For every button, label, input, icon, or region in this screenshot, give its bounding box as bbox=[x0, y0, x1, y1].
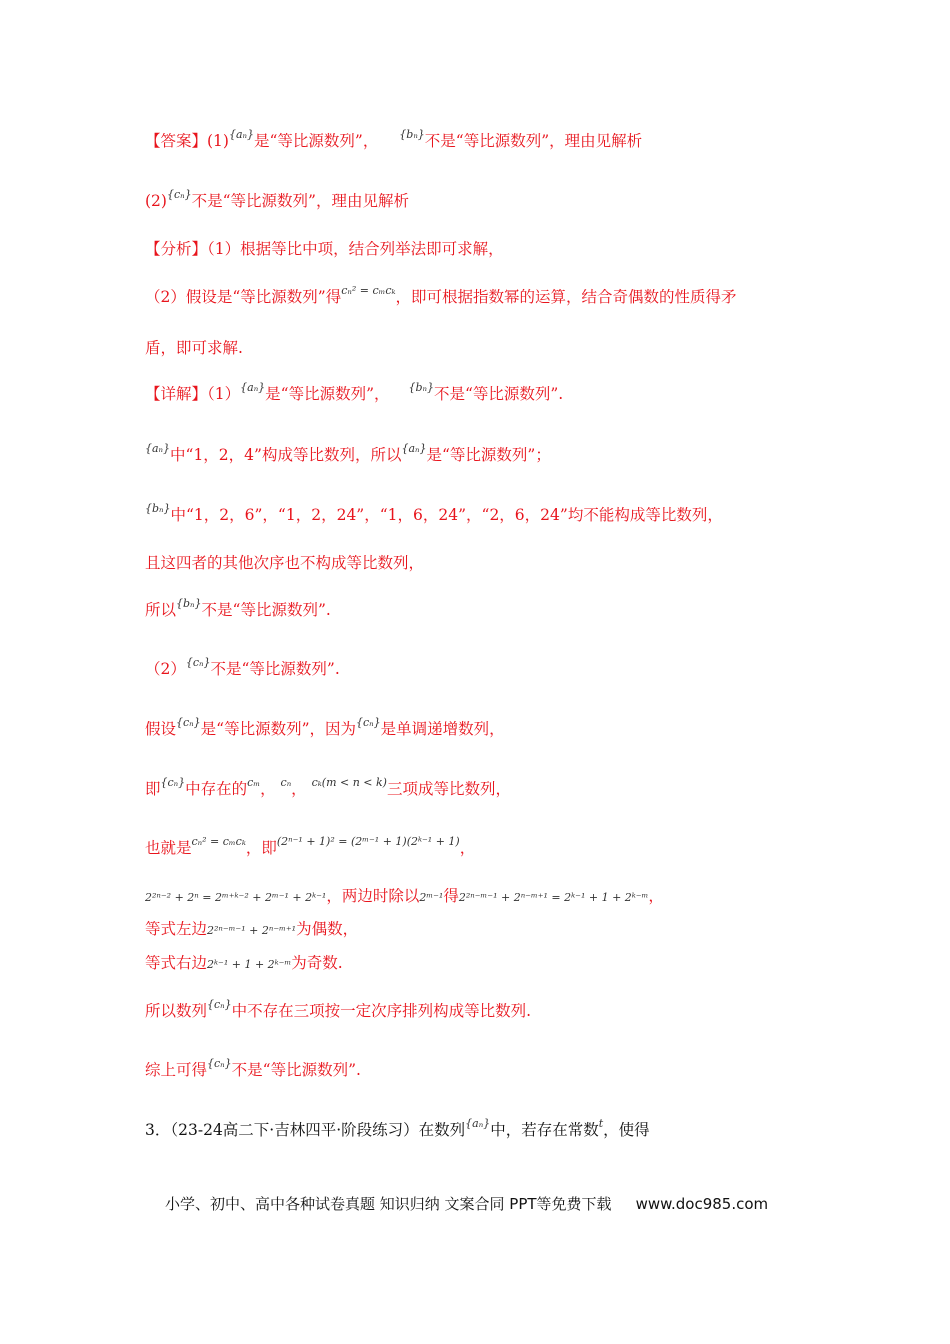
detail-l7-text2: 是“等比源数列”，因为 bbox=[200, 720, 356, 738]
detail-l9-text3: ， bbox=[459, 839, 476, 857]
analysis-line-1 bbox=[145, 239, 504, 259]
seq-b-formula: {bₙ} bbox=[399, 128, 425, 141]
detail-l8-text3: 三项成等比数列， bbox=[386, 780, 511, 798]
detail-line-1 bbox=[145, 381, 564, 406]
detail-line-13 bbox=[145, 998, 532, 1023]
seq-a-formula: {aₙ} bbox=[228, 128, 254, 141]
detail-l10-text3: ， bbox=[648, 887, 664, 905]
detail-l10-formula1: 2²ⁿ⁻² + 2ⁿ = 2ᵐ⁺ᵏ⁻² + 2ᵐ⁻¹ + 2ᵏ⁻¹ bbox=[145, 891, 327, 904]
detail-l10-text2: 得 bbox=[443, 887, 459, 905]
detail-l10-formula2: 2ᵐ⁻¹ bbox=[419, 891, 444, 904]
detail-l6-text: 不是“等比源数列”. bbox=[210, 660, 340, 678]
detail-l7-text1: 假设 bbox=[145, 720, 177, 738]
analysis-line-2 bbox=[145, 284, 737, 309]
detail-l2-text1: 中“1，2，4”构成等比数列，所以 bbox=[170, 446, 402, 464]
analysis-formula: cₙ² = cₘcₖ bbox=[341, 284, 396, 297]
analysis-text-1: （1）根据等比中项，结合列举法即可求解， bbox=[207, 240, 504, 258]
detail-line-5 bbox=[145, 597, 331, 622]
detail-l9-text2: ，即 bbox=[245, 839, 277, 857]
detail-l9-formula2: (2ⁿ⁻¹ + 1)² = (2ᵐ⁻¹ + 1)(2ᵏ⁻¹ + 1) bbox=[276, 835, 460, 848]
detail-line-14 bbox=[145, 1057, 361, 1082]
detail-l14-c-formula: {cₙ} bbox=[207, 1057, 232, 1070]
footer-text: 小学、初中、高中各种试卷真题 知识归纳 文案合同 PPT等免费下载 bbox=[165, 1195, 612, 1213]
footer-site-link[interactable]: www.doc985.com bbox=[635, 1195, 769, 1213]
analysis-line-3 bbox=[145, 338, 243, 358]
detail-l3-b-formula: {bₙ} bbox=[145, 502, 171, 515]
detail-l6-label: （2） bbox=[145, 660, 186, 678]
detail-l8-c-formula: {cₙ} bbox=[160, 776, 186, 789]
detail-l14-text1: 综上可得 bbox=[145, 1061, 208, 1079]
problem-3-seq-formula: {aₙ} bbox=[465, 1117, 491, 1130]
detail-line-4 bbox=[145, 553, 424, 573]
detail-l7-c2-formula: {cₙ} bbox=[356, 716, 381, 729]
detail-l7-text3: 是单调递增数列， bbox=[380, 720, 505, 738]
answer-text-2: 不是“等比源数列”，理由见解析 bbox=[424, 132, 643, 150]
analysis-p2-label: （2）假设是“等比源数列”得 bbox=[145, 288, 342, 306]
detail-l7-c-formula: {cₙ} bbox=[176, 716, 201, 729]
detail-l1-text2: 不是“等比源数列”. bbox=[433, 385, 564, 403]
analysis-tag: 【分析】 bbox=[145, 240, 208, 258]
page-footer bbox=[165, 1193, 768, 1214]
seq-c-formula: {cₙ} bbox=[166, 188, 192, 201]
detail-l5-b-formula: {bₙ} bbox=[176, 597, 202, 610]
detail-l10-text1: ，两边时除以 bbox=[326, 887, 420, 905]
detail-l8-text1: 即 bbox=[145, 780, 161, 798]
detail-tag: 【详解】 bbox=[145, 385, 208, 403]
detail-l5-text2: 不是“等比源数列”. bbox=[201, 601, 331, 619]
answer2-text: 不是“等比源数列”，理由见解析 bbox=[191, 192, 409, 210]
problem-3-line bbox=[145, 1117, 650, 1142]
detail-l1-text1: 是“等比源数列”， bbox=[265, 385, 390, 403]
answer-line-2 bbox=[145, 188, 409, 213]
detail-l1-label: （1） bbox=[207, 385, 241, 403]
detail-l8-text2: 中存在的 bbox=[185, 780, 248, 798]
detail-l11-text1: 等式左边 bbox=[145, 920, 208, 938]
detail-l8-sep2: ， bbox=[291, 780, 307, 798]
detail-l1-a-formula: {aₙ} bbox=[240, 381, 266, 394]
detail-l1-b-formula: {bₙ} bbox=[408, 381, 434, 394]
detail-l12-text2: 为奇数. bbox=[291, 954, 343, 972]
answer-text-1: 是“等比源数列”， bbox=[253, 132, 379, 150]
detail-l9-text1: 也就是 bbox=[145, 839, 192, 857]
detail-l6-c-formula: {cₙ} bbox=[185, 656, 211, 669]
detail-line-8 bbox=[145, 776, 511, 801]
problem-3-text1: 中，若存在常数 bbox=[490, 1121, 599, 1139]
detail-l10-formula3: 2²ⁿ⁻ᵐ⁻¹ + 2ⁿ⁻ᵐ⁺¹ = 2ᵏ⁻¹ + 1 + 2ᵏ⁻ᵐ bbox=[458, 891, 649, 904]
detail-l4-text: 且这四者的其他次序也不构成等比数列， bbox=[145, 554, 425, 572]
detail-line-11 bbox=[145, 919, 358, 941]
analysis-p2-cont: 盾，即可求解. bbox=[145, 339, 243, 357]
problem-3-text2: ，使得 bbox=[603, 1121, 650, 1139]
detail-l11-formula: 2²ⁿ⁻ᵐ⁻¹ + 2ⁿ⁻ᵐ⁺¹ bbox=[207, 924, 297, 937]
detail-l14-text2: 不是“等比源数列”. bbox=[231, 1061, 361, 1079]
detail-line-6 bbox=[145, 656, 340, 681]
detail-l8-cm-formula: cₘ bbox=[247, 776, 261, 789]
detail-line-12 bbox=[145, 953, 343, 975]
detail-l13-text2: 中不存在三项按一定次序排列构成等比数列. bbox=[231, 1002, 532, 1020]
detail-l5-text1: 所以 bbox=[145, 601, 177, 619]
detail-l2-a-formula: {aₙ} bbox=[145, 442, 171, 455]
detail-l13-text1: 所以数列 bbox=[145, 1002, 208, 1020]
detail-l12-text1: 等式右边 bbox=[145, 954, 208, 972]
analysis-p2-rest: ，即可根据指数幂的运算，结合奇偶数的性质得矛 bbox=[395, 288, 737, 306]
detail-l13-c-formula: {cₙ} bbox=[207, 998, 232, 1011]
detail-line-10 bbox=[145, 886, 664, 908]
answer2-label: (2) bbox=[145, 192, 167, 210]
detail-line-3 bbox=[145, 502, 723, 527]
answer-tag: 【答案】(1) bbox=[145, 132, 229, 150]
detail-line-9 bbox=[145, 835, 476, 860]
detail-line-2 bbox=[145, 442, 551, 467]
detail-l9-formula1: cₙ² = cₘcₖ bbox=[191, 835, 246, 848]
problem-3-source: （23-24高二下·吉林四平·阶段练习）在数列 bbox=[170, 1121, 466, 1139]
detail-l2-text2: 是“等比源数列”； bbox=[426, 446, 551, 464]
detail-l3-text: 中“1，2，6”，“1，2，24”，“1，6，24”，“2，6，24”均不能构成等比数列， bbox=[170, 506, 723, 524]
detail-l8-sep1: ， bbox=[260, 780, 276, 798]
detail-l2-a2-formula: {aₙ} bbox=[401, 442, 427, 455]
detail-l8-ck-formula: cₖ(m < n < k) bbox=[311, 776, 387, 789]
detail-l11-text2: 为偶数， bbox=[296, 920, 359, 938]
detail-l8-cn-formula: cₙ bbox=[280, 776, 292, 789]
problem-3-number: 3． bbox=[145, 1121, 171, 1139]
detail-line-7 bbox=[145, 716, 505, 741]
answer-line-1 bbox=[145, 128, 643, 153]
detail-l12-formula: 2ᵏ⁻¹ + 1 + 2ᵏ⁻ᵐ bbox=[207, 958, 292, 971]
problem-3-t-variable: t bbox=[598, 1117, 604, 1130]
